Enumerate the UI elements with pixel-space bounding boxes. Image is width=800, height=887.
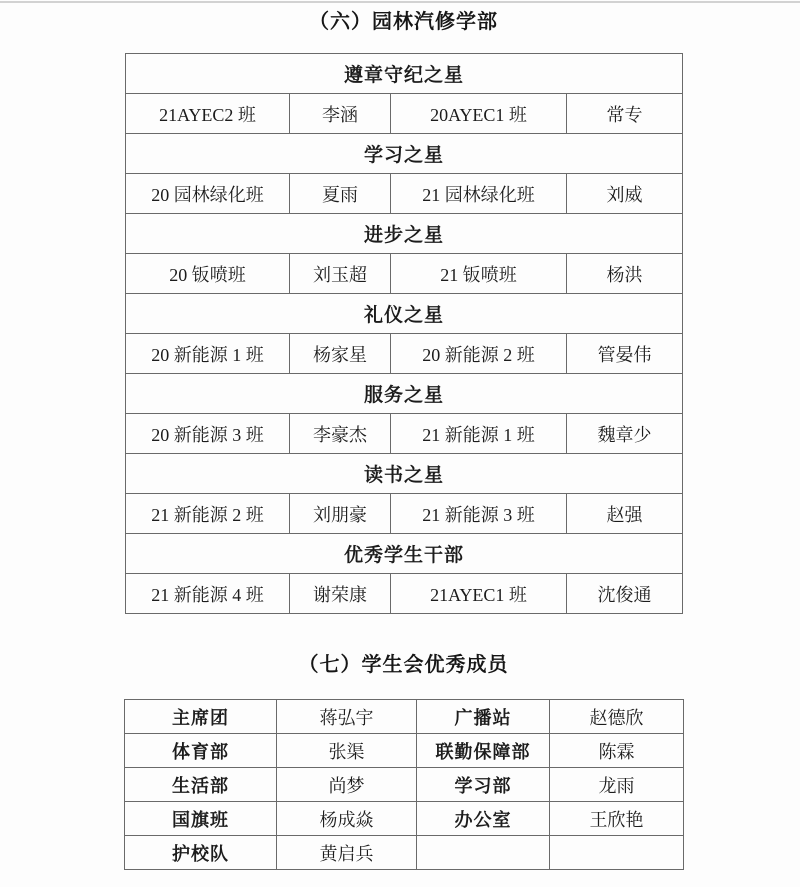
student-name-cell: 魏章少 — [567, 414, 683, 454]
department-cell: 学习部 — [417, 768, 550, 802]
union-member-row — [125, 768, 684, 802]
department-cell: 广播站 — [417, 700, 550, 734]
student-name-cell: 夏雨 — [290, 174, 391, 214]
award-winner-row — [126, 414, 683, 454]
union-member-row — [125, 734, 684, 768]
class-cell: 21 新能源 4 班 — [126, 574, 290, 614]
awards-table — [125, 53, 683, 614]
award-category-header: 服务之星 — [126, 374, 683, 414]
student-name-cell: 刘威 — [567, 174, 683, 214]
member-name-cell: 龙雨 — [550, 768, 684, 802]
page-top-edge-line — [0, 1, 800, 3]
class-cell: 20 新能源 1 班 — [126, 334, 290, 374]
class-cell: 21 新能源 3 班 — [391, 494, 567, 534]
award-category-header: 读书之星 — [126, 454, 683, 494]
award-winner-row — [126, 174, 683, 214]
student-name-cell: 杨洪 — [567, 254, 683, 294]
student-name-cell: 李豪杰 — [290, 414, 391, 454]
class-cell: 20AYEC1 班 — [391, 94, 567, 134]
award-winner-row — [126, 94, 683, 134]
department-cell: 护校队 — [125, 836, 277, 870]
class-cell: 21 新能源 1 班 — [391, 414, 567, 454]
department-cell: 联勤保障部 — [417, 734, 550, 768]
award-winner-row — [126, 494, 683, 534]
member-name-cell: 王欣艳 — [550, 802, 684, 836]
award-category-header: 学习之星 — [126, 134, 683, 174]
student-name-cell: 赵强 — [567, 494, 683, 534]
class-cell: 21AYEC2 班 — [126, 94, 290, 134]
award-category-row — [126, 134, 683, 174]
member-name-cell: 张渠 — [277, 734, 417, 768]
award-category-row — [126, 214, 683, 254]
class-cell: 20 园林绿化班 — [126, 174, 290, 214]
student-name-cell: 常专 — [567, 94, 683, 134]
award-category-row — [126, 374, 683, 414]
student-name-cell: 管晏伟 — [567, 334, 683, 374]
union-member-row — [125, 802, 684, 836]
award-category-row — [126, 534, 683, 574]
section-seven-title: （七）学生会优秀成员 — [298, 654, 509, 676]
class-cell: 21 钣喷班 — [391, 254, 567, 294]
award-winner-row — [126, 334, 683, 374]
department-cell: 生活部 — [125, 768, 277, 802]
award-winner-row — [126, 574, 683, 614]
class-cell: 20 钣喷班 — [126, 254, 290, 294]
student-name-cell: 谢荣康 — [290, 574, 391, 614]
student-name-cell: 刘玉超 — [290, 254, 391, 294]
department-cell: 体育部 — [125, 734, 277, 768]
member-name-cell: 杨成焱 — [277, 802, 417, 836]
department-cell: 办公室 — [417, 802, 550, 836]
award-category-row — [126, 454, 683, 494]
student-name-cell: 刘朋豪 — [290, 494, 391, 534]
award-winner-row — [126, 254, 683, 294]
award-category-row — [126, 54, 683, 94]
student-name-cell: 李涵 — [290, 94, 391, 134]
department-cell: 国旗班 — [125, 802, 277, 836]
student-union-table — [124, 699, 684, 870]
member-name-cell: 黄启兵 — [277, 836, 417, 870]
award-category-row — [126, 294, 683, 334]
student-name-cell: 沈俊通 — [567, 574, 683, 614]
award-category-header: 优秀学生干部 — [126, 534, 683, 574]
student-name-cell: 杨家星 — [290, 334, 391, 374]
union-member-row — [125, 700, 684, 734]
class-cell: 21 园林绿化班 — [391, 174, 567, 214]
award-category-header: 遵章守纪之星 — [126, 54, 683, 94]
member-name-cell: 蒋弘宇 — [277, 700, 417, 734]
class-cell: 21 新能源 2 班 — [126, 494, 290, 534]
section-six-title: （六）园林汽修学部 — [309, 11, 498, 33]
class-cell: 20 新能源 2 班 — [391, 334, 567, 374]
award-category-header: 进步之星 — [126, 214, 683, 254]
member-name-cell: 陈霖 — [550, 734, 684, 768]
class-cell: 21AYEC1 班 — [391, 574, 567, 614]
department-cell: 主席团 — [125, 700, 277, 734]
union-member-row — [125, 836, 684, 870]
member-name-cell — [550, 836, 684, 870]
class-cell: 20 新能源 3 班 — [126, 414, 290, 454]
department-cell — [417, 836, 550, 870]
member-name-cell: 赵德欣 — [550, 700, 684, 734]
award-category-header: 礼仪之星 — [126, 294, 683, 334]
member-name-cell: 尚梦 — [277, 768, 417, 802]
